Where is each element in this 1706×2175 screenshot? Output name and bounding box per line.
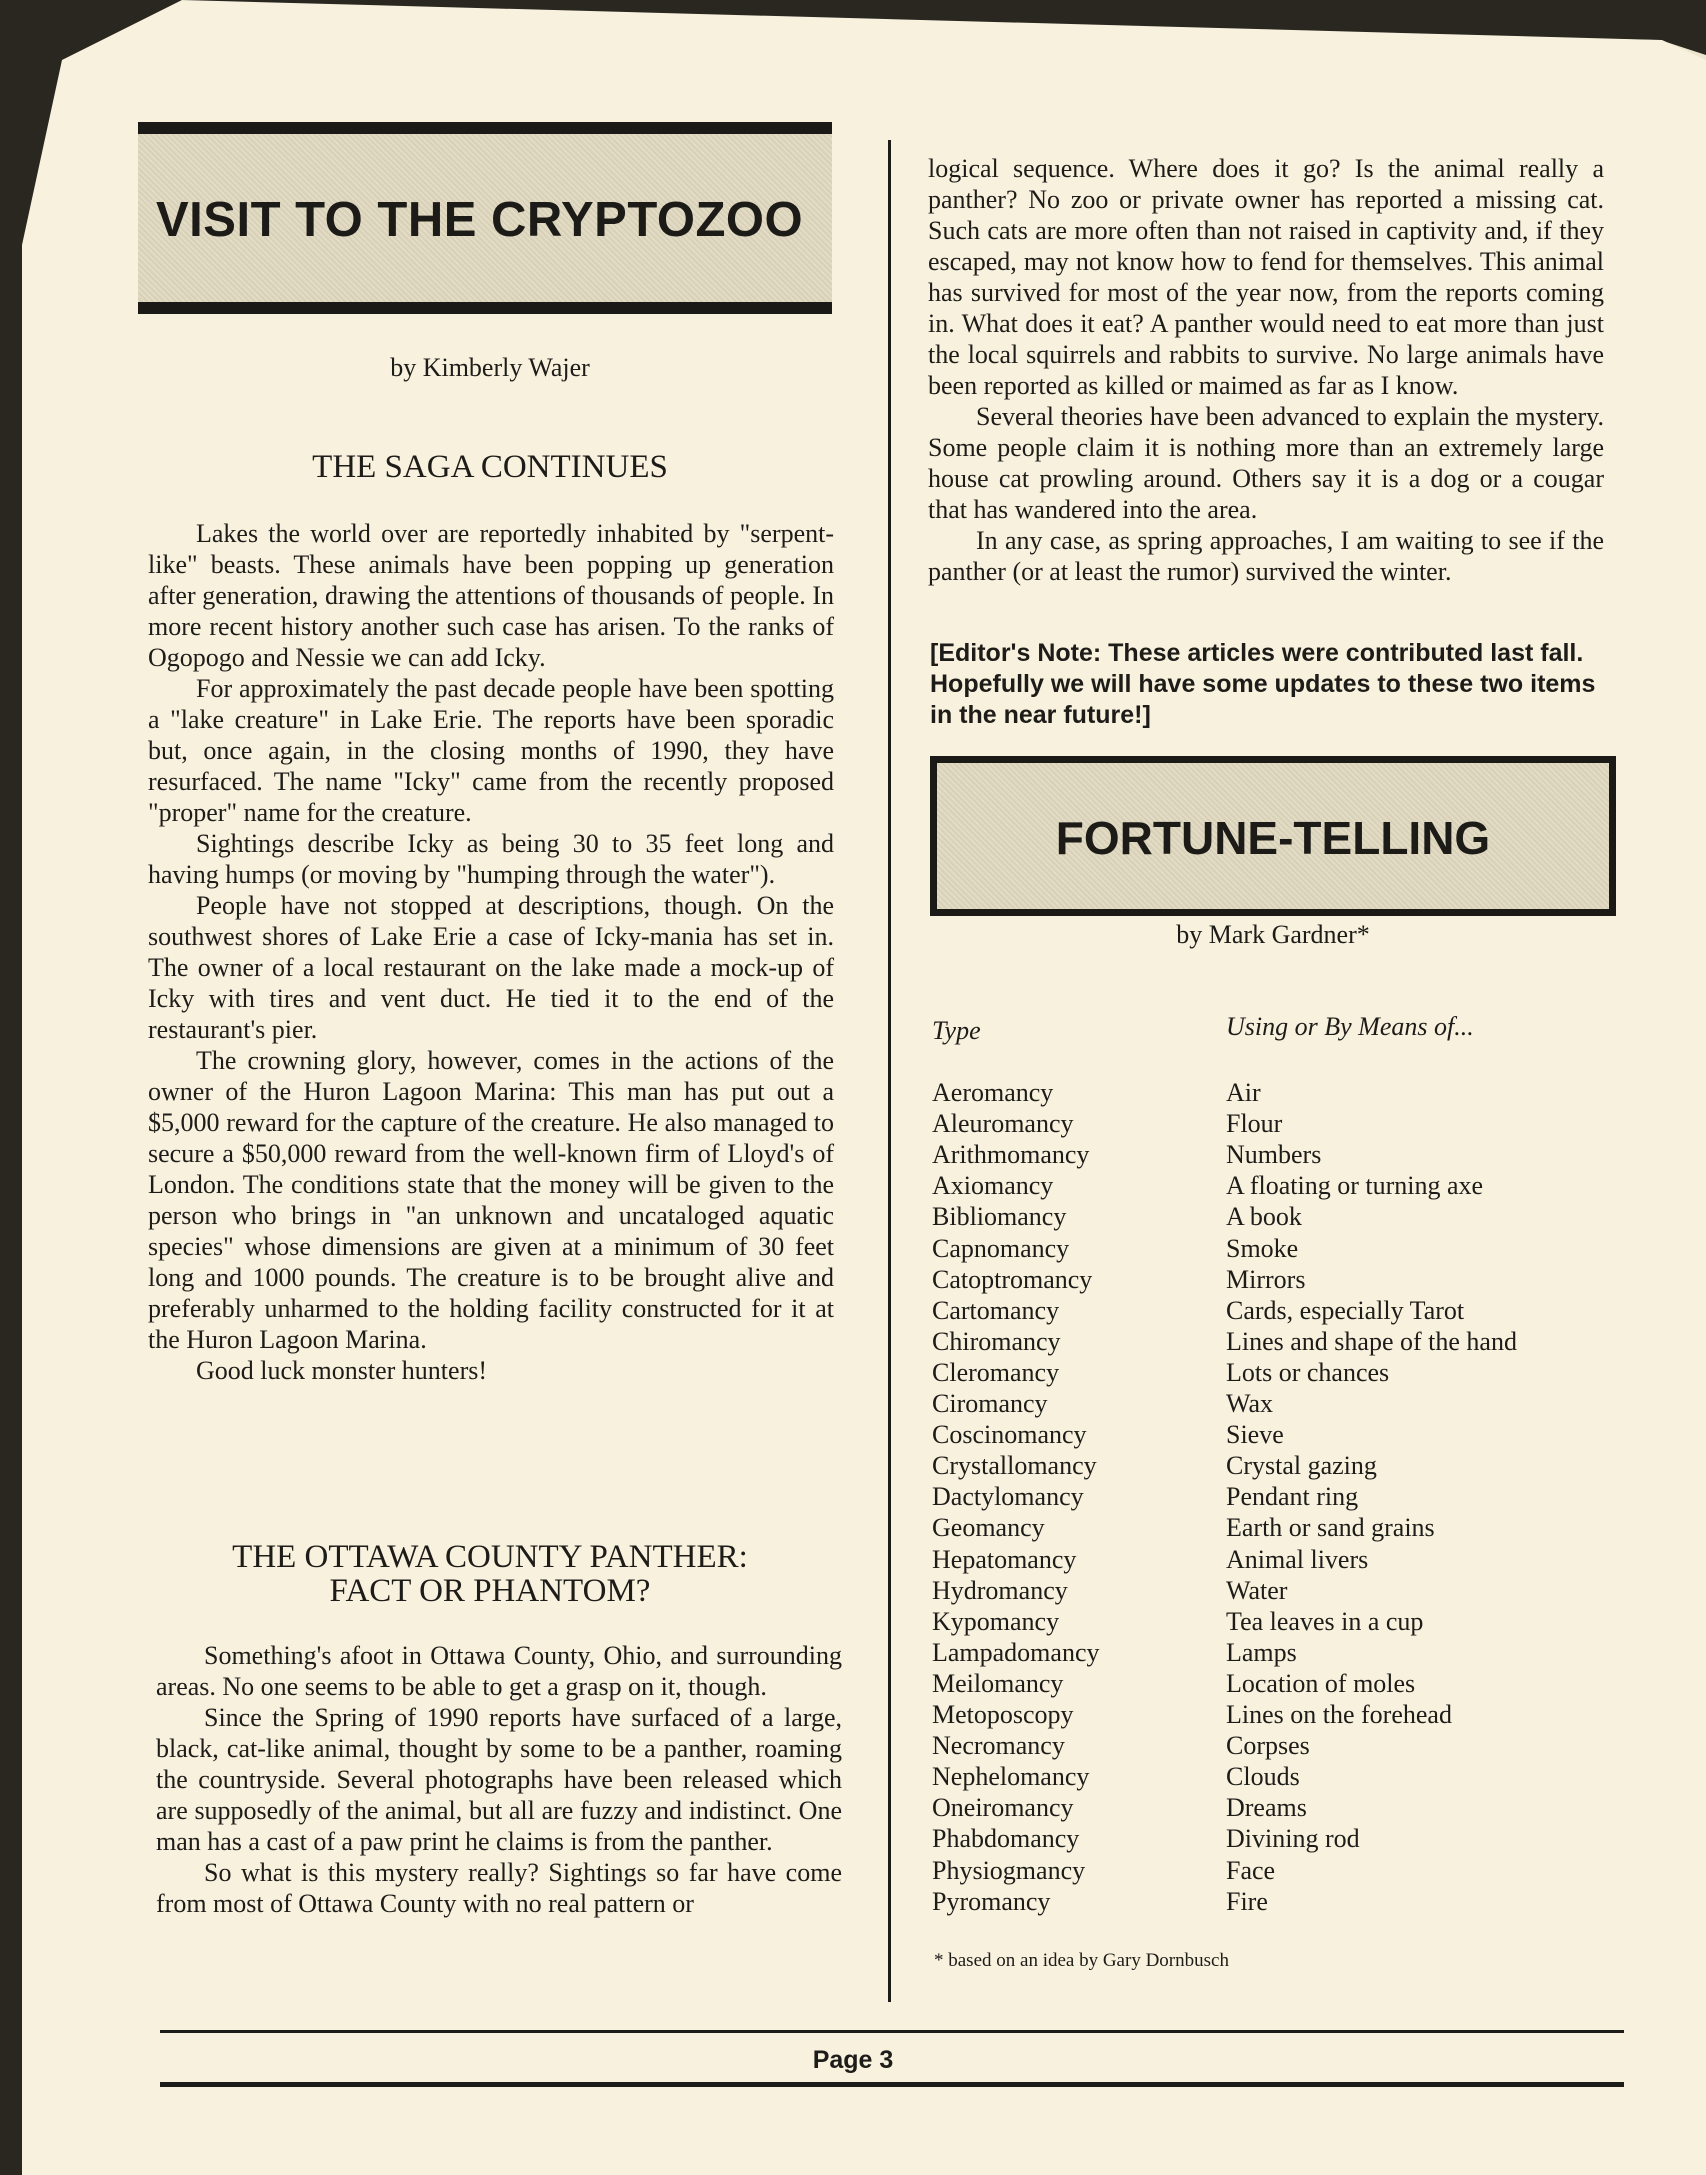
- article-byline: by Kimberly Wajer: [390, 353, 590, 382]
- means-cell: Divining rod: [1226, 1824, 1360, 1854]
- means-cell: Sieve: [1226, 1420, 1284, 1450]
- type-cell: Cartomancy: [932, 1295, 1060, 1325]
- means-cell: Water: [1226, 1575, 1288, 1605]
- means-cell: Animal livers: [1226, 1544, 1369, 1574]
- type-cell: Dactylomancy: [932, 1482, 1084, 1512]
- table-row: [932, 1700, 1632, 1731]
- type-cell: Pyromancy: [932, 1886, 1051, 1916]
- table-row: [932, 1638, 1632, 1669]
- type-cell: Bibliomancy: [932, 1202, 1067, 1232]
- means-cell: Location of moles: [1226, 1668, 1416, 1698]
- section-heading-line: THE OTTAWA COUNTY PANTHER:: [232, 1539, 748, 1575]
- right-column-panther: [928, 153, 1604, 587]
- means-cell: Smoke: [1226, 1233, 1299, 1263]
- type-cell: Hepatomancy: [932, 1544, 1077, 1574]
- type-cell: Nephelomancy: [932, 1762, 1090, 1792]
- column-header-means: Using or By Means of...: [1226, 1012, 1474, 1041]
- means-cell: Flour: [1226, 1109, 1283, 1139]
- table-row: [932, 1824, 1632, 1855]
- paragraph: Several theories have been advanced to explain the mystery. Some people claim it is nothing more than an extremely large house cat prowling around. Others say it is a dog or a cougar that has wandered into the area.: [928, 402, 1604, 524]
- type-cell: Metoposcopy: [932, 1700, 1074, 1729]
- table-row: [932, 1109, 1632, 1140]
- means-cell: Pendant ring: [1226, 1482, 1359, 1512]
- type-cell: Coscinomancy: [932, 1420, 1087, 1450]
- fortune-title: FORTUNE-TELLING: [1055, 812, 1491, 864]
- table-row: [932, 1887, 1632, 1918]
- page-number: Page 3: [812, 2046, 894, 2074]
- paragraph: So what is this mystery really? Sightings so far have come from most of Ottawa County with no real pattern or: [156, 1858, 842, 1918]
- table-row: [932, 1669, 1632, 1700]
- paragraph: In any case, as spring approaches, I am waiting to see if the panther (or at least the rumor) survived the winter.: [928, 526, 1604, 586]
- table-row: [932, 1482, 1632, 1513]
- type-cell: Cleromancy: [932, 1357, 1060, 1387]
- means-cell: Face: [1226, 1855, 1276, 1885]
- means-cell: A floating or turning axe: [1226, 1171, 1484, 1201]
- type-cell: Hydromancy: [932, 1575, 1068, 1605]
- table-row: [932, 1358, 1632, 1389]
- table-row: [932, 1576, 1632, 1607]
- type-cell: Catoptromancy: [932, 1264, 1093, 1294]
- table-row: [932, 1265, 1632, 1296]
- paragraph: Something's afoot in Ottawa County, Ohio, and surrounding areas. No one seems to be able to get a grasp on it, though.: [156, 1641, 842, 1701]
- means-cell: Air: [1226, 1078, 1261, 1107]
- type-cell: Necromancy: [932, 1731, 1065, 1761]
- table-row: [932, 1607, 1632, 1638]
- article-title-banner: [138, 122, 832, 314]
- section-heading-panther: [140, 1540, 840, 1608]
- table-row: [932, 1389, 1632, 1420]
- type-cell: Kypomancy: [932, 1606, 1060, 1636]
- type-cell: Meilomancy: [932, 1668, 1064, 1698]
- means-cell: Fire: [1226, 1886, 1268, 1916]
- means-cell: Earth or sand grains: [1226, 1513, 1435, 1543]
- type-cell: Capnomancy: [932, 1233, 1070, 1263]
- section-heading-saga: THE SAGA CONTINUES: [312, 449, 668, 485]
- table-row: [932, 1513, 1632, 1544]
- means-cell: Lines and shape of the hand: [1226, 1326, 1517, 1356]
- table-row: [932, 1545, 1632, 1576]
- editors-note: [Editor's Note: These articles were contributed last fall. Hopefully we will have some updates to these two items in the near future!]: [930, 639, 1596, 729]
- means-cell: Numbers: [1226, 1140, 1322, 1170]
- type-cell: Physiogmancy: [932, 1855, 1086, 1885]
- section-heading-line: FACT OR PHANTOM?: [329, 1573, 651, 1609]
- paragraph: Lakes the world over are reportedly inhabited by "serpent-like" beasts. These animals have been popping up generation after generation, drawing the attentions of thousands of people. In more recent history another such case has arisen. To the ranks of Ogopogo and Nessie we can add Icky.: [148, 519, 834, 672]
- table-row: [932, 1202, 1632, 1233]
- article-title: VISIT TO THE CRYPTOZOO: [156, 193, 804, 247]
- means-cell: Tea leaves in a cup: [1226, 1606, 1424, 1636]
- table-row: [932, 1420, 1632, 1451]
- table-row: [932, 1731, 1632, 1762]
- footer-rule-bottom: [160, 2082, 1624, 2087]
- footnote: * based on an idea by Gary Dornbusch: [934, 1950, 1229, 1971]
- left-column-panther: [156, 1640, 842, 1919]
- paragraph: For approximately the past decade people have been spotting a "lake creature" in Lake Erie. The reports have been sporadic but, once again, in the closing months of 1990, they have resurfaced. The name "Icky" came from the recently proposed "proper" name for the creature.: [148, 674, 834, 827]
- type-cell: Oneiromancy: [932, 1793, 1074, 1823]
- means-cell: Crystal gazing: [1226, 1451, 1377, 1481]
- paragraph: People have not stopped at descriptions, though. On the southwest shores of Lake Erie a case of Icky-mania has set in. The owner of a local restaurant on the lake made a mock-up of Icky with tires and vent duct. He tied it to the end of the restaurant's pier.: [148, 891, 834, 1044]
- type-cell: Lampadomancy: [932, 1637, 1100, 1667]
- means-cell: Lots or chances: [1226, 1357, 1390, 1387]
- fortune-byline: by Mark Gardner*: [1176, 920, 1370, 949]
- type-cell: Phabdomancy: [932, 1824, 1080, 1854]
- means-cell: Mirrors: [1226, 1264, 1306, 1294]
- table-row: [932, 1856, 1632, 1887]
- means-cell: Dreams: [1226, 1793, 1307, 1823]
- means-cell: Wax: [1226, 1389, 1273, 1418]
- table-row: [932, 1793, 1632, 1824]
- left-column-saga: [148, 518, 834, 1386]
- means-cell: Lamps: [1226, 1637, 1297, 1667]
- table-row: [932, 1140, 1632, 1171]
- column-divider: [888, 140, 891, 2002]
- paragraph: Sightings describe Icky as being 30 to 35 feet long and having humps (or moving by "humping through the water").: [148, 829, 834, 889]
- table-row: [932, 1327, 1632, 1358]
- type-cell: Geomancy: [932, 1513, 1045, 1543]
- fortune-title-banner: [930, 756, 1616, 916]
- table-row: [932, 1078, 1632, 1109]
- type-cell: Aleuromancy: [932, 1109, 1074, 1139]
- table-row: [932, 1234, 1632, 1265]
- type-cell: Ciromancy: [932, 1389, 1048, 1418]
- means-cell: Corpses: [1226, 1731, 1310, 1761]
- type-cell: Aeromancy: [932, 1078, 1054, 1107]
- paragraph: Good luck monster hunters!: [196, 1356, 488, 1385]
- type-cell: Chiromancy: [932, 1326, 1061, 1356]
- means-cell: Clouds: [1226, 1762, 1300, 1792]
- table-row: [932, 1296, 1632, 1327]
- paragraph: The crowning glory, however, comes in the actions of the owner of the Huron Lagoon Marina: This man has put out a $5,000 reward for the capture of the creature. He also managed to secure a $50,000 reward from the well-known firm of Lloyd's of London. The conditions state that the money will be given to the person who brings in "an unknown and uncataloged aquatic species" whose dimensions are given at a minimum of 30 feet long and 1000 pounds. The creature is to be brought alive and preferably unharmed to the holding facility constructed for it at the Huron Lagoon Marina.: [148, 1046, 834, 1354]
- type-cell: Axiomancy: [932, 1171, 1054, 1201]
- means-cell: A book: [1226, 1202, 1302, 1232]
- table-row: [932, 1451, 1632, 1482]
- column-header-type: Type: [932, 1016, 981, 1045]
- table-row: [932, 1171, 1632, 1202]
- type-cell: Arithmomancy: [932, 1140, 1090, 1170]
- paragraph: Since the Spring of 1990 reports have surfaced of a large, black, cat-like animal, thought by some to be a panther, roaming the countryside. Several photographs have been released which are supposedly of the animal, but all are fuzzy and indistinct. One man has a cast of a paw print he claims is from the panther.: [156, 1703, 842, 1856]
- table-row: [932, 1762, 1632, 1793]
- paragraph: logical sequence. Where does it go? Is the animal really a panther? No zoo or private owner has reported a missing cat. Such cats are more often than not raised in captivity and, if they escaped, may not know how to fend for themselves. This animal has survived for most of the year now, from the reports coming in. What does it eat? A panther would need to eat more than just the local squirrels and rabbits to survive. No large animals have been reported as killed or maimed as far as I know.: [928, 154, 1604, 400]
- footer-rule-top: [160, 2030, 1624, 2033]
- type-cell: Crystallomancy: [932, 1451, 1097, 1481]
- means-cell: Cards, especially Tarot: [1226, 1295, 1465, 1325]
- means-cell: Lines on the forehead: [1226, 1700, 1452, 1729]
